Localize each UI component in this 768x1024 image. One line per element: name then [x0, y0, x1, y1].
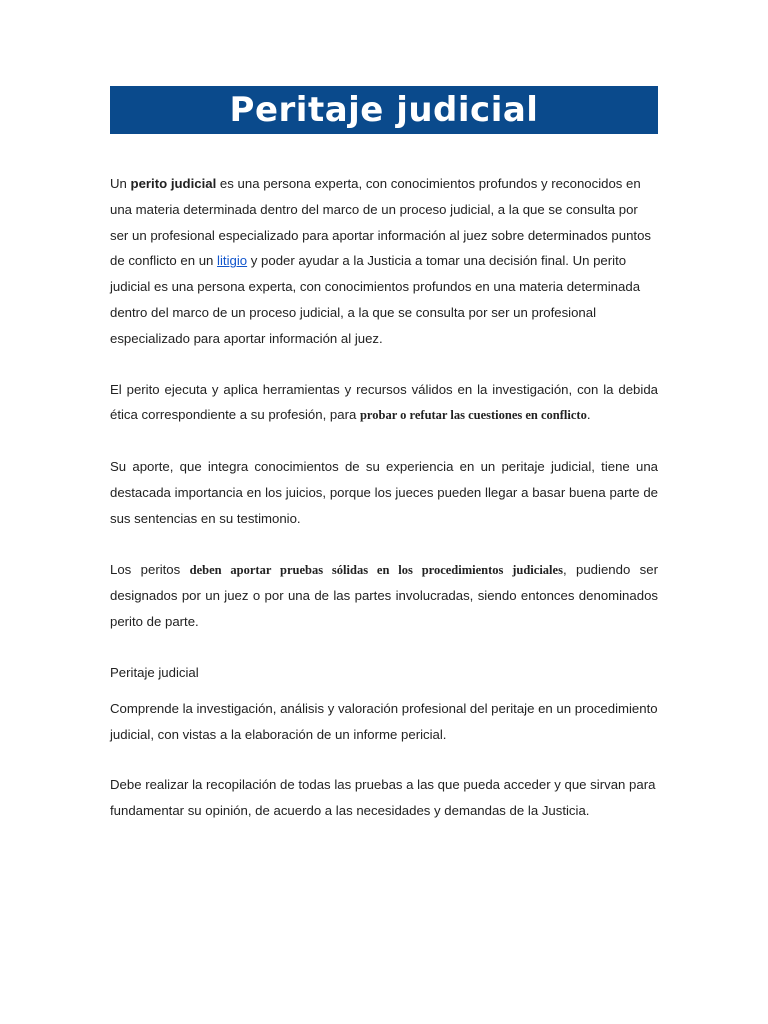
paragraph-peritos-pre: Los peritos — [110, 561, 190, 577]
perito-judicial-bold: perito judicial — [130, 176, 217, 191]
document-title: Peritaje judicial — [229, 90, 539, 130]
paragraph-intro-mid: es una persona experta, con conocimientos profundos y reconocidos en una materia determinada dentro del marco de un proceso judicial, a la que se consulta por ser un profesional especializado para aportar información al juez sobre determinados puntos de conflicto en un — [110, 176, 652, 269]
paragraph-intro-post: y poder ayudar a la Justicia a tomar una decisión final. Un perito judicial es una persona experta, con conocimientos profundos en una materia determinada dentro del marco de un proceso judicial, a la que se consulta por ser un profesional especializado para aportar información al juez. — [110, 253, 641, 346]
title-banner — [110, 86, 658, 134]
paragraph-ejecuta-pre: El perito ejecuta y aplica herramientas y recursos válidos en la investigación, con la debida ética correspondiente a su profesión, para — [110, 381, 658, 423]
litigio-link[interactable]: litigio — [217, 253, 248, 269]
paragraph-comprende: Comprende la investigación, análisis y valoración profesional del peritaje en un procedimiento judicial, con vistas a la elaboración de un informe pericial. — [110, 700, 658, 742]
paragraph-ejecuta — [110, 377, 658, 430]
document-page — [110, 86, 658, 824]
paragraph-intro-pre: Un — [110, 176, 131, 191]
paragraph-peritos-post: , pudiendo ser designados por un juez o por una de las partes involucradas, siendo entonces denominados perito de parte. — [110, 561, 658, 630]
paragraph-peritos — [110, 557, 658, 635]
paragraph-ejecuta-post: . — [586, 407, 591, 423]
section-heading: Peritaje judicial — [110, 664, 199, 680]
paragraph-recopilacion: Debe realizar la recopilación de todas las pruebas a las que pueda acceder y que sirvan para fundamentar su opinión, de acuerdo a las necesidades y demandas de la Justicia. — [110, 777, 656, 819]
paragraph-intro — [110, 171, 658, 352]
pruebas-solidas-bold: deben aportar pruebas sólidas en los procedimientos judiciales — [189, 562, 563, 577]
paragraph-aporte: Su aporte, que integra conocimientos de su experiencia en un peritaje judicial, tiene una destacada importancia en los juicios, porque los jueces pueden llegar a basar buena parte de sus sentencias en su testimonio. — [110, 459, 658, 526]
probar-refutar-bold: probar o refutar las cuestiones en conflicto — [359, 408, 587, 423]
